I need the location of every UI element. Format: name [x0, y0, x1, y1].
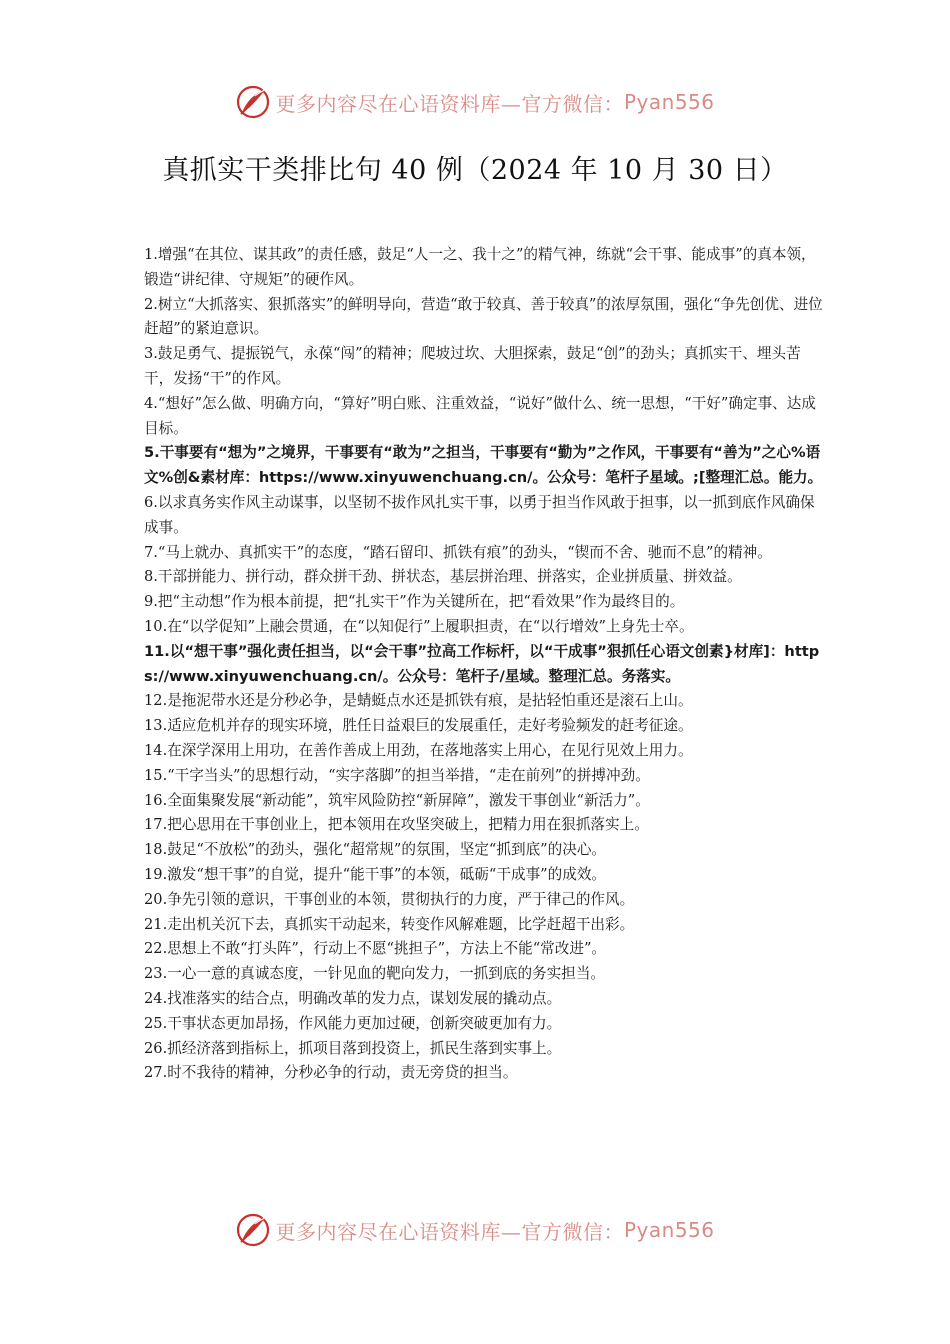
list-item: 20.争先引领的意识，干事创业的本领，贯彻执行的力度，严于律己的作风。 — [144, 890, 635, 908]
footer-watermark-banner — [0, 1210, 950, 1250]
list-item: 9.把“主动想”作为根本前提，把“扎实干”作为关键所在，把“看效果”作为最终目的。 — [144, 593, 685, 611]
list-item: 19.激发“想干事”的自觉，提升“能干事”的本领，砥砺“干成事”的成效。 — [144, 865, 607, 883]
list-item: 3.鼓足勇气、提振锐气，永葆“闯”的精神；爬坡过坎、大胆探索，鼓足“创”的劲头；真抓实干、埋头苦干，发扬“干”的作风。 — [144, 345, 801, 387]
page-title: 真抓实干类排比句 40 例（2024 年 10 月 30 日） — [162, 155, 788, 186]
list-item: 4.“想好”怎么做、明确方向，“算好”明白账、注重效益，“说好”做什么、统一思想，“干好”确定事、达成目标。 — [144, 394, 816, 437]
list-item: 5.干事要有“想为”之境界，干事要有“敢为”之担当，干事要有“勤为”之作风，干事要有“善为”之心%语文%创&素材库：https://www.xinyuwenchuang.cn/。公众号：笔杆子星域。;[整理汇总。能力。 — [144, 444, 823, 487]
list-item: 6.以求真务实作风主动谋事，以坚韧不拔作风扎实干事，以勇于担当作风敢于担事，以一抓到底作风确保成事。 — [144, 493, 815, 536]
list-item: 16.全面集聚发展“新动能”，筑牢风险防控“新屏障”，激发干事创业“新活力”。 — [144, 791, 650, 809]
list-item: 8.干部拼能力、拼行动，群众拼干劲、拼状态，基层拼治理、拼落实，企业拼质量、拼效益。 — [144, 568, 742, 586]
list-item: 7.“马上就办、真抓实干”的态度，“踏石留印、抓铁有痕”的劲头，“锲而不舍、驰而不息”的精神。 — [144, 543, 772, 561]
list-item: 27.时不我待的精神，分秒必争的行动，责无旁贷的担当。 — [144, 1064, 518, 1082]
list-item: 14.在深学深用上用功，在善作善成上用劲，在落地落实上用心，在见行见效上用力。 — [144, 741, 693, 759]
banner-text: 更多内容尽在心语资料库—官方微信： — [275, 91, 624, 116]
list-item: 22.思想上不敢“打头阵”，行动上不愿“挑担子”，方法上不能“常改进”。 — [144, 940, 607, 958]
list-item: 21.走出机关沉下去，真抓实干动起来，转变作风解难题，比学赶超干出彩。 — [144, 915, 635, 933]
sentence-list — [144, 243, 824, 1086]
list-item: 2.树立“大抓落实、狠抓落实”的鲜明导向，营造“敢于较真、善于较真”的浓厚氛围，强化“争先创优、进位赶超”的紧迫意识。 — [144, 295, 823, 338]
header-watermark-banner — [0, 82, 950, 122]
banner-text: 更多内容尽在心语资料库—官方微信： — [275, 1219, 624, 1244]
banner-brand: Pyan556 — [623, 90, 715, 114]
list-item: 1.增强“在其位、谋其政”的责任感，鼓足“人一之、我十之”的精气神，练就“会干事、能成事”的真本领，锻造“讲纪律、守规矩”的硬作风。 — [144, 246, 816, 288]
list-item: 13.适应危机并存的现实环境，胜任日益艰巨的发展重任，走好考验频发的赶考征途。 — [144, 717, 693, 735]
list-item: 12.是拖泥带水还是分秒必争，是蜻蜓点水还是抓铁有痕，是拈轻怕重还是滚石上山。 — [144, 692, 693, 710]
list-item: 10.在“以学促知”上融会贯通，在“以知促行”上履职担责，在“以行增效”上身先士卒。 — [144, 617, 694, 635]
list-item: 15.“干字当头”的思想行动，“实字落脚”的担当举措，“走在前列”的拼搏冲劲。 — [144, 766, 650, 784]
list-item: 26.抓经济落到指标上，抓项目落到投资上，抓民生落到实事上。 — [144, 1039, 562, 1057]
quill-logo-icon — [235, 1212, 271, 1248]
list-item: 11.以“想干事”强化责任担当，以“会干事”拉高工作标杆，以“干成事”狠抓任心语文创素}材库]：https://www.xinyuwenchuang.cn/。公众号：笔杆子/星域。整理汇总。务落实。 — [144, 642, 820, 685]
banner-brand: Pyan556 — [623, 1218, 715, 1242]
list-item: 23.一心一意的真诚态度，一针见血的靶向发力，一抓到底的务实担当。 — [144, 965, 606, 983]
list-item: 25.干事状态更加昂扬，作风能力更加过硬，创新突破更加有力。 — [144, 1014, 562, 1032]
list-item: 17.把心思用在干事创业上，把本领用在攻坚突破上，把精力用在狠抓落实上。 — [144, 816, 649, 834]
quill-logo-icon — [235, 84, 271, 120]
list-item: 24.找准落实的结合点，明确改革的发力点，谋划发展的撬动点。 — [144, 989, 562, 1007]
list-item: 18.鼓足“不放松”的劲头，强化“超常规”的氛围，坚定“抓到底”的决心。 — [144, 841, 607, 859]
